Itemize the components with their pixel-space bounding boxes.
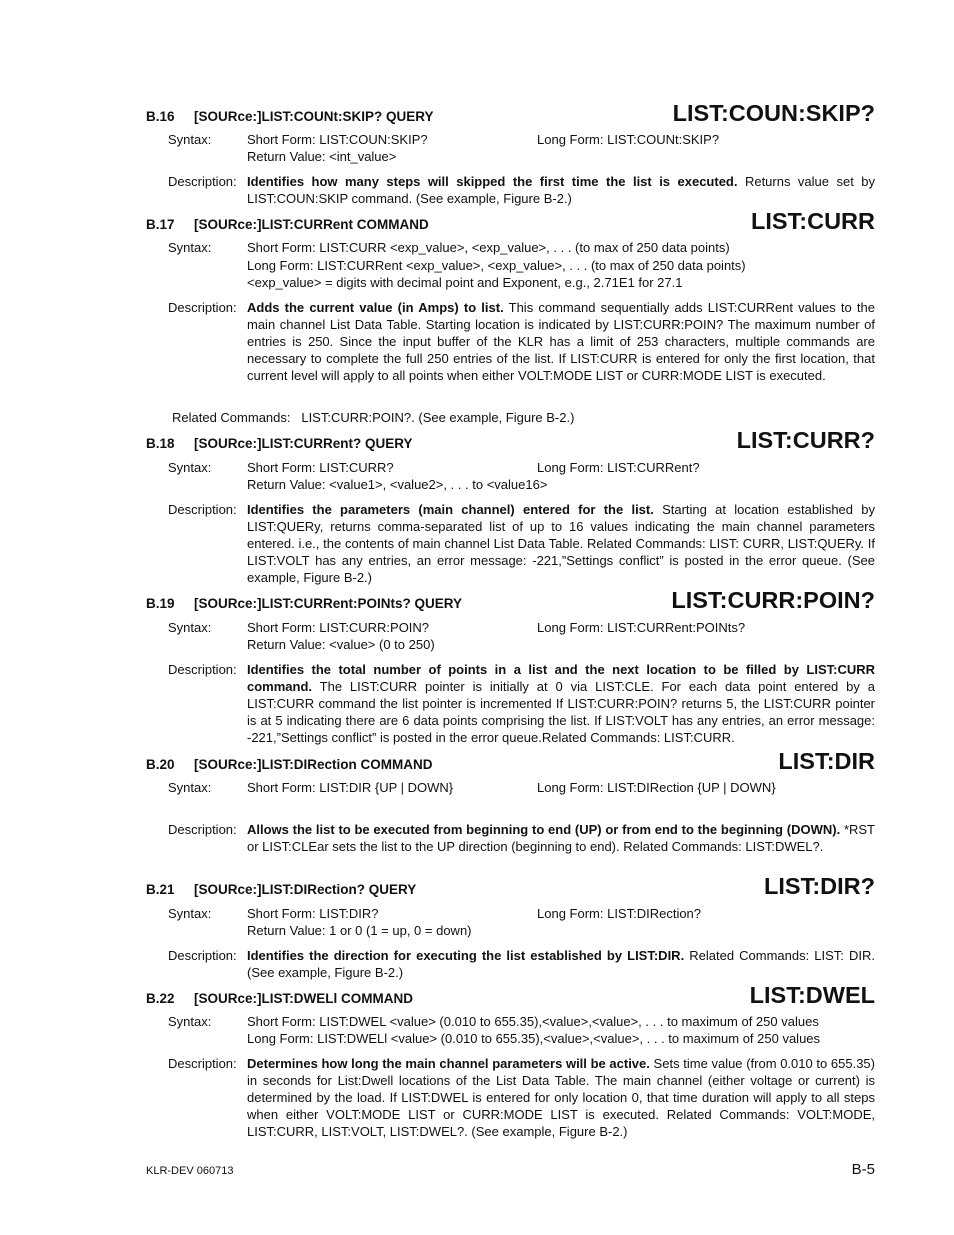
description-label: Description: [168, 948, 237, 963]
section-heading-b21: B.21 [SOURce:]LIST:DIRection? QUERY [146, 882, 417, 897]
description-label: Description: [168, 174, 237, 189]
command-title-b22: LIST:DWEL [749, 982, 875, 1008]
syntax-label: Syntax: [168, 1014, 212, 1029]
command-title-b21: LIST:DIR? [764, 873, 875, 899]
command-title-b16: LIST:COUN:SKIP? [672, 100, 875, 126]
short-form-b21: Short Form: LIST:DIR? [247, 906, 379, 921]
description-label: Description: [168, 1056, 237, 1071]
short-form-b18: Short Form: LIST:CURR? [247, 460, 394, 475]
return-value-b19: Return Value: <value> (0 to 250) [247, 637, 435, 652]
command-title-b17: LIST:CURR [750, 208, 875, 234]
description-b19: Identifies the total number of points in a list and the next location to be filled by LIST:CURR command. The LIST:CURR pointer is initially at 0 via LIST:CLE. For each data point entered by a LIST:CURR command the list pointer is incremented If LIST:CURR:POIN? returns 5, the LIST:CURR pointer is at 5 indicating there are 6 data points comprising the list. If LIST:VOLT has any entries, an error message: -221,”Settings conflict” is posted in the error queue.Related Commands: LIST:CURR. [247, 662, 875, 745]
long-form-b19: Long Form: LIST:CURRent:POINts? [537, 620, 746, 635]
description-label: Description: [168, 662, 237, 677]
description-b17: Adds the current value (in Amps) to list. This command sequentially adds LIST:CURRent values to the main channel List Data Table. Starting location is indicated by LIST:CURR:POIN? The maximum number of entries is 250. Since the input buffer of the KLR has a limit of 253 characters, multiple commands are necessary to complete the full 250 entries of the list. If LIST:CURR is entered for only the first location, that current level will apply to all points when either VOLT:MODE LIST or CURR:MODE LIST is executed. [247, 300, 876, 383]
description-b16: Identifies how many steps will skipped the first time the list is executed. Returns value set by LIST:COUN:SKIP command. (See example, Figure B-2.) [247, 174, 875, 206]
syntax-label: Syntax: [168, 780, 212, 795]
short-form-b22: Short Form: LIST:DWEL <value> (0.010 to 655.35),<value>,<value>, . . . to maximum of 250 values [247, 1014, 819, 1029]
syntax-label: Syntax: [168, 132, 212, 147]
return-value-b21: Return Value: 1 or 0 (1 = up, 0 = down) [247, 923, 472, 938]
return-value-b18: Return Value: <value1>, <value2>, . . . to <value16> [247, 477, 548, 492]
syntax-label: Syntax: [168, 460, 212, 475]
description-b18: Identifies the parameters (main channel) entered for the list. Starting at location established by LIST:QUERy, returns comma-separated list of up to 16 values indicating the main channel parameters entered. i.e., the contents of main channel List Data Table. Related Commands: LIST: CURR, LIST:QUERy. If LIST:VOLT has any entries, an error message: -221,”Settings conflict” is posted in the error queue. (See example, Figure B-2.) [247, 502, 875, 585]
short-form-b17: Short Form: LIST:CURR <exp_value>, <exp_value>, . . . (to max of 250 data points) [247, 240, 730, 255]
section-heading-b20: B.20 [SOURce:]LIST:DIRection COMMAND [146, 757, 433, 772]
section-heading-b22: B.22 [SOURce:]LIST:DWELl COMMAND [146, 991, 413, 1006]
short-form-b20: Short Form: LIST:DIR {UP | DOWN} [247, 780, 454, 795]
syntax-label: Syntax: [168, 620, 212, 635]
long-form-b20: Long Form: LIST:DIRection {UP | DOWN} [537, 780, 776, 795]
long-form-b16: Long Form: LIST:COUNt:SKIP? [537, 132, 720, 147]
long-form-b22: Long Form: LIST:DWELl <value> (0.010 to 655.35),<value>,<value>, . . . to maximum of 250 values [247, 1031, 821, 1046]
description-label: Description: [168, 502, 237, 517]
short-form-b19: Short Form: LIST:CURR:POIN? [247, 620, 430, 635]
description-b21: Identifies the direction for executing the list established by LIST:DIR. Related Commands: LIST: DIR. (See example, Figure B-2.) [247, 948, 875, 980]
section-heading-b19: B.19 [SOURce:]LIST:CURRent:POINts? QUERY [146, 596, 463, 611]
description-label: Description: [168, 822, 237, 837]
related-commands-b17: Related Commands: LIST:CURR:POIN?. (See example, Figure B-2.) [172, 410, 575, 425]
section-heading-b18: B.18 [SOURce:]LIST:CURRent? QUERY [146, 436, 413, 451]
section-heading-b16: B.16 [SOURce:]LIST:COUNt:SKIP? QUERY [146, 109, 434, 124]
description-label: Description: [168, 300, 237, 315]
syntax-label: Syntax: [168, 906, 212, 921]
syntax-label: Syntax: [168, 240, 212, 255]
long-form-b17: Long Form: LIST:CURRent <exp_value>, <exp_value>, . . . (to max of 250 data points) [247, 258, 746, 273]
page-number: B-5 [851, 1161, 875, 1178]
command-title-b18: LIST:CURR? [736, 427, 875, 453]
long-form-b18: Long Form: LIST:CURRent? [537, 460, 700, 475]
exp-value-note-b17: <exp_value> = digits with decimal point and Exponent, e.g., 2.71E1 for 27.1 [247, 275, 683, 290]
long-form-b21: Long Form: LIST:DIRection? [537, 906, 702, 921]
short-form-b16: Short Form: LIST:COUN:SKIP? [247, 132, 428, 147]
return-value-b16: Return Value: <int_value> [247, 149, 397, 164]
description-b20: Allows the list to be executed from beginning to end (UP) or from end to the beginning (DOWN). *RST or LIST:CLEar sets the list to the UP direction (beginning to end). Related Commands: LIST:DWEL?. [247, 822, 876, 854]
command-title-b20: LIST:DIR [778, 748, 875, 774]
description-b22: Determines how long the main channel parameters will be active. Sets time value (from 0.010 to 655.35) in seconds for List:Dwell locations of the List Data Table. The main channel (either voltage or current) is determined by the load. If LIST:DWEL is entered for only location 0, that time duration will apply to all steps when either VOLT:MODE LIST or CURR:MODE LIST is executed. Related Commands: VOLT:MODE, LIST:CURR, LIST:VOLT, LIST:DWEL?. (See example, Figure B-2.) [247, 1056, 875, 1139]
section-heading-b17: B.17 [SOURce:]LIST:CURRent COMMAND [146, 217, 429, 232]
command-title-b19: LIST:CURR:POIN? [671, 587, 875, 613]
footer-doc-id: KLR-DEV 060713 [146, 1165, 234, 1177]
